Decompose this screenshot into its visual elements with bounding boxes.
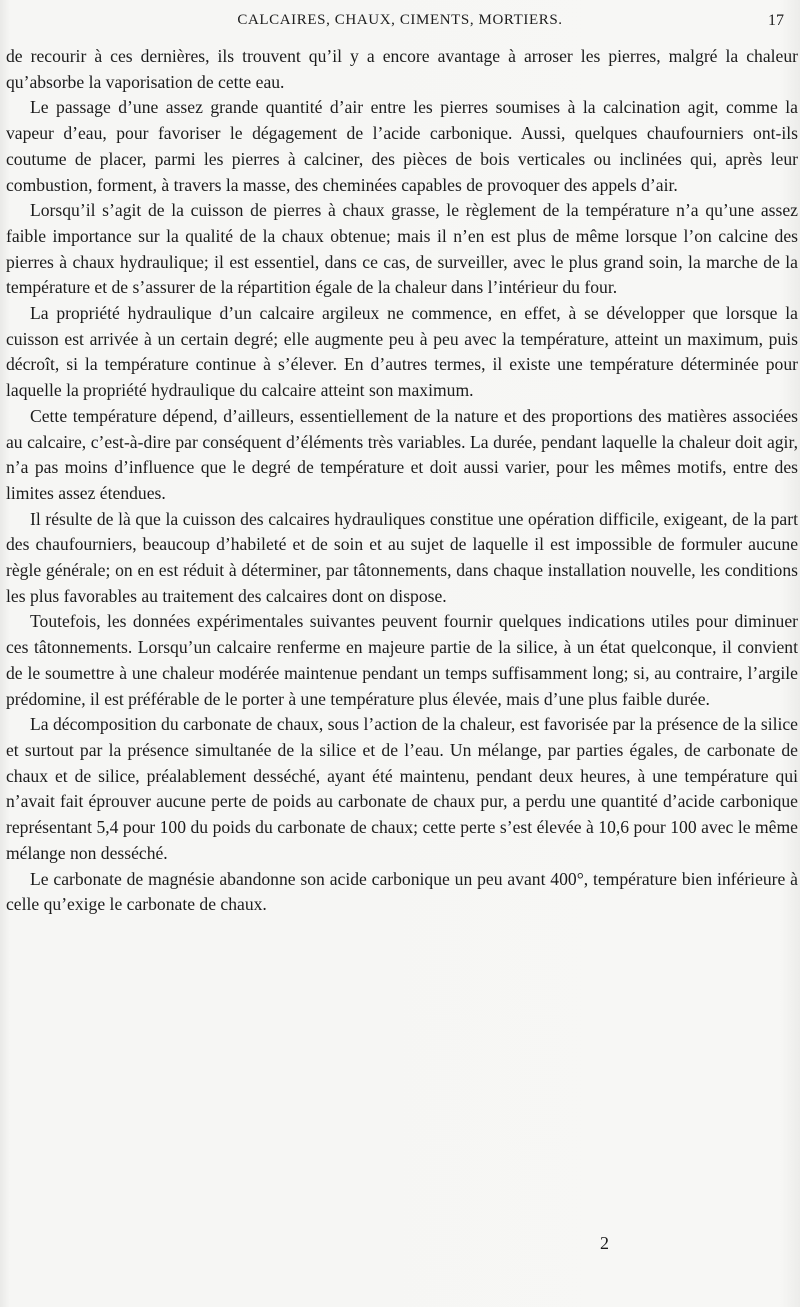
paragraph-8: La décomposition du carbonate de chaux, sous l’action de la chaleur, est favorisée par la présence de la silice et surtout par la présence simultanée de la silice et de l’eau. Un mélange, par parties égales, de carbonate de chaux et de silice, préalablement desséché, ayant été maintenu, pendant deux heures, à une température qui n’avait fait éprouver aucune perte de poids au carbonate de chaux pur, a perdu une quantité d’acide carbonique représentant 5,4 pour 100 du poids du carbonate de chaux; cette perte s’est élevée à 10,6 pour 100 avec le même mélange non desséché.	[6, 714, 798, 863]
paragraph-4: La propriété hydraulique d’un calcaire argileux ne commence, en effet, à se développer que lorsque la cuisson est arrivée à un certain degré; elle augmente peu à peu avec la température, atteint un maximum, puis décroît, si la température continue à s’élever. En d’autres termes, il existe une température déterminée pour laquelle la propriété hydraulique du calcaire atteint son maximum.	[6, 303, 798, 401]
page-number: 17	[768, 12, 784, 29]
paragraph-5: Cette température dépend, d’ailleurs, essentiellement de la nature et des proportions des matières associées au calcaire, c’est-à-dire par conséquent d’éléments très variables. La durée, pendant laquelle la chaleur doit agir, n’a pas moins d’influence que le degré de température et doit aussi varier, pour les mêmes motifs, entre des limites assez étendues.	[6, 405, 798, 503]
paragraph-9: Le carbonate de magnésie abandonne son acide carbonique un peu avant 400°, température bien inférieure à celle qu’exige le carbonate de chaux.	[6, 868, 798, 915]
paragraph-7: Toutefois, les données expérimentales suivantes peuvent fournir quelques indications utiles pour diminuer ces tâtonnements. Lorsqu’un calcaire renferme en majeure partie de la silice, à un état quelconque, il convient de le soumettre à une chaleur modérée maintenue pendant un temps suffisamment long; si, au contraire, l’argile prédomine, il est préférable de le porter à une température plus élevée, mais d’une plus faible durée.	[6, 611, 798, 709]
signature-mark: 2	[600, 1233, 609, 1253]
running-title: CALCAIRES, CHAUX, CIMENTS, MORTIERS.	[237, 12, 563, 28]
paragraph-2: Le passage d’une assez grande quantité d’air entre les pierres soumises à la calcination agit, comme la vapeur d’eau, pour favoriser le dégagement de l’acide carbonique. Aussi, quelques chaufourniers ont-ils coutume de placer, parmi les pierres à calciner, des pièces de bois verticales ou inclinées qui, après leur combustion, forment, à travers la masse, des cheminées capables de provoquer des appels d’air.	[6, 97, 798, 195]
paragraph-3: Lorsqu’il s’agit de la cuisson de pierres à chaux grasse, le règlement de la température n’a qu’une assez faible importance sur la qualité de la chaux obtenue; mais il n’en est plus de même lorsque l’on calcine des pierres à chaux hydraulique; il est essentiel, dans ce cas, de surveiller, avec le plus grand soin, la marche de la température et de s’assurer de la répartition égale de la chaleur dans l’intérieur du four.	[6, 200, 798, 298]
body-text	[6, 44, 798, 918]
paragraph-1: de recourir à ces dernières, ils trouvent qu’il y a encore avantage à arroser les pierres, malgré la chaleur qu’absorbe la vaporisation de cette eau.	[6, 46, 798, 92]
paragraph-6: Il résulte de là que la cuisson des calcaires hydrauliques constitue une opération difficile, exigeant, de la part des chaufourniers, beaucoup d’habileté et de soin et au sujet de laquelle il est impossible de formuler aucune règle générale; on en est réduit à déterminer, par tâtonnements, dans chaque installation nouvelle, les conditions les plus favorables au traitement des calcaires dont on dispose.	[6, 508, 798, 606]
running-head	[0, 10, 800, 38]
